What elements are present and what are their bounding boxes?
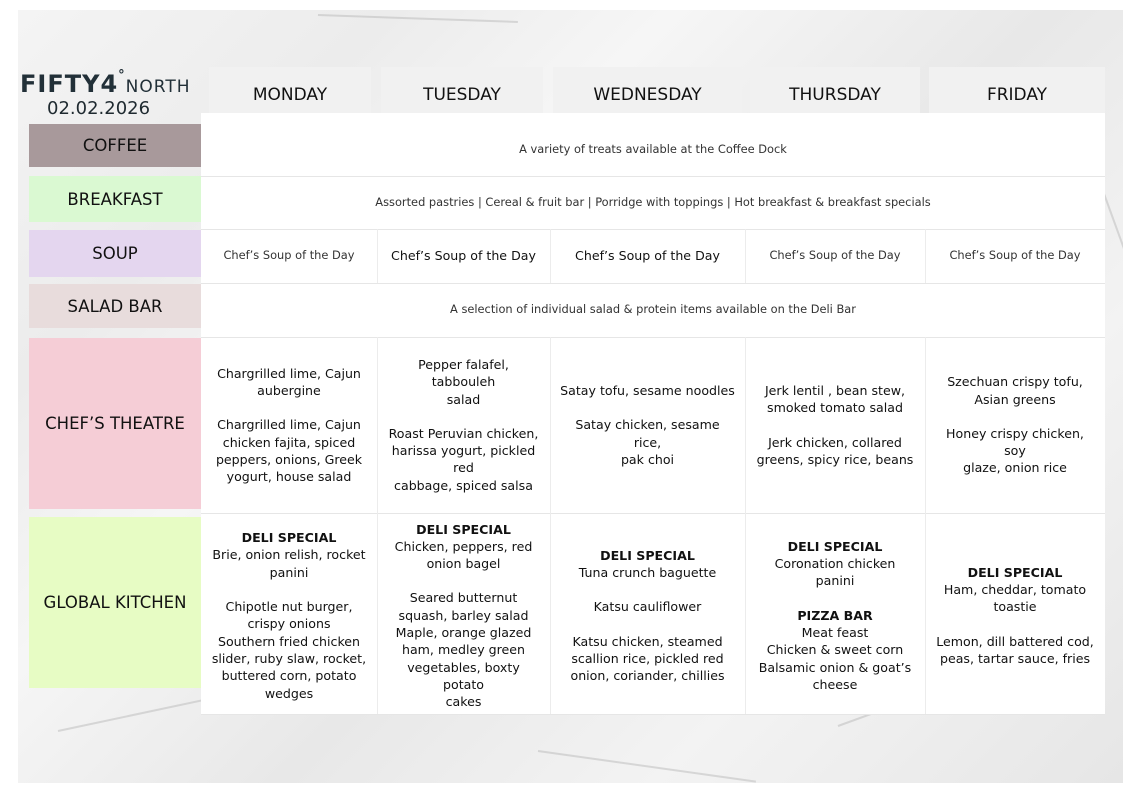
deli-special-item: Ham, cheddar, tomato toastie — [943, 582, 1087, 615]
marble-vein — [1102, 191, 1123, 333]
deli-special-heading: DELI SPECIAL — [600, 547, 695, 563]
marble-vein — [318, 14, 518, 23]
marble-vein — [538, 750, 756, 783]
deli-special-item: Chicken, peppers, red onion bagel — [394, 538, 533, 572]
soup-wednesday: Chef’s Soup of the Day — [575, 248, 720, 264]
brand-wordmark: FIFTY4 — [20, 70, 119, 98]
breakfast-description: Assorted pastries | Cereal & fruit bar | Porridge with toppings | Hot breakfast & breakfast specials — [375, 194, 931, 209]
chefs-theatre-tuesday — [377, 337, 550, 513]
main-dish: Katsu chicken, steamed scallion rice, pickled red onion, coriander, chillies — [570, 633, 725, 684]
brand-name — [20, 70, 191, 98]
main-dish: Lemon, dill battered cod, peas, tartar sauce, fries — [936, 633, 1094, 666]
brand-degree-mark: ° — [118, 68, 126, 83]
day-header-friday: FRIDAY — [929, 67, 1105, 113]
deli-special-item: Coronation chicken panini — [774, 556, 896, 589]
row-divider — [201, 513, 1105, 514]
main-dish: Honey crispy chicken, soy glaze, onion rice — [946, 425, 1084, 476]
vegetarian-dish: Jerk lentil , bean stew, smoked tomato salad — [764, 382, 906, 416]
menu-date: 02.02.2026 — [47, 98, 151, 119]
main-dish: Chargrilled lime, Cajun chicken fajita, spiced peppers, onions, Greek yogurt, house salad — [215, 417, 363, 485]
brand-logo — [18, 66, 194, 122]
deli-special-heading: DELI SPECIAL — [241, 530, 337, 546]
chefs-theatre-friday — [925, 337, 1105, 513]
category-chefs-theatre: CHEF’S THEATRE — [29, 338, 201, 509]
coffee-description: A variety of treats available at the Coffee Dock — [519, 142, 787, 157]
chefs-theatre-wednesday — [550, 337, 745, 513]
vegetarian-dish: Chargrilled lime, Cajun aubergine — [217, 365, 361, 398]
category-soup: SOUP — [29, 230, 201, 277]
vegetarian-dish: Pepper falafel, tabbouleh salad — [418, 356, 509, 407]
soup-friday: Chef’s Soup of the Day — [949, 248, 1081, 263]
chefs-theatre-monday — [201, 337, 377, 513]
category-coffee: COFFEE — [29, 124, 201, 167]
category-salad-bar: SALAD BAR — [29, 284, 201, 328]
pizza-bar-items: Meat feast Chicken & sweet corn Balsamic onion & goat’s cheese — [758, 625, 912, 692]
category-breakfast: BREAKFAST — [29, 176, 201, 222]
main-dish: Satay chicken, sesame rice, pak choi — [575, 417, 720, 467]
day-header-tuesday: TUESDAY — [381, 67, 543, 113]
chefs-theatre-thursday — [745, 337, 925, 513]
soup-thursday: Chef’s Soup of the Day — [769, 248, 901, 263]
day-header-wednesday: WEDNESDAY — [553, 67, 742, 113]
brand-north: NORTH — [125, 77, 191, 97]
day-header-monday: MONDAY — [209, 67, 371, 113]
soup-monday: Chef’s Soup of the Day — [223, 248, 355, 263]
vegetarian-dish: Katsu cauliflower — [593, 599, 702, 615]
deli-special-heading: DELI SPECIAL — [787, 538, 883, 554]
deli-special-item: Brie, onion relish, rocket panini — [212, 547, 366, 580]
vegetarian-dish: Satay tofu, sesame noodles — [560, 382, 735, 398]
deli-special-heading: DELI SPECIAL — [967, 564, 1063, 580]
global-kitchen-friday — [925, 517, 1105, 714]
day-header-thursday: THURSDAY — [750, 67, 920, 113]
deli-special-heading: DELI SPECIAL — [416, 521, 511, 537]
global-kitchen-tuesday — [377, 517, 550, 714]
hot-dishes: Chipotle nut burger, crispy onions Southern fried chicken slider, ruby slaw, rocket, buttered corn, potato wedges — [211, 599, 367, 701]
global-kitchen-monday — [201, 517, 377, 714]
soup-tuesday: Chef’s Soup of the Day — [391, 248, 536, 264]
hot-dishes: Seared butternut squash, barley salad Maple, orange glazed ham, medley green vegetables, boxty potato cakes — [395, 590, 532, 710]
pizza-bar-heading: PIZZA BAR — [797, 607, 873, 623]
global-kitchen-wednesday — [550, 517, 745, 714]
category-global-kitchen: GLOBAL KITCHEN — [29, 517, 201, 688]
row-divider — [201, 714, 1105, 715]
vegetarian-dish: Szechuan crispy tofu, Asian greens — [947, 374, 1083, 407]
main-dish: Jerk chicken, collared greens, spicy rice, beans — [756, 434, 914, 467]
salad-bar-description: A selection of individual salad & protein items available on the Deli Bar — [450, 302, 856, 317]
global-kitchen-thursday — [745, 517, 925, 714]
main-dish: Roast Peruvian chicken, harissa yogurt, pickled red cabbage, spiced salsa — [388, 425, 539, 493]
deli-special-item: Tuna crunch baguette — [578, 564, 717, 580]
